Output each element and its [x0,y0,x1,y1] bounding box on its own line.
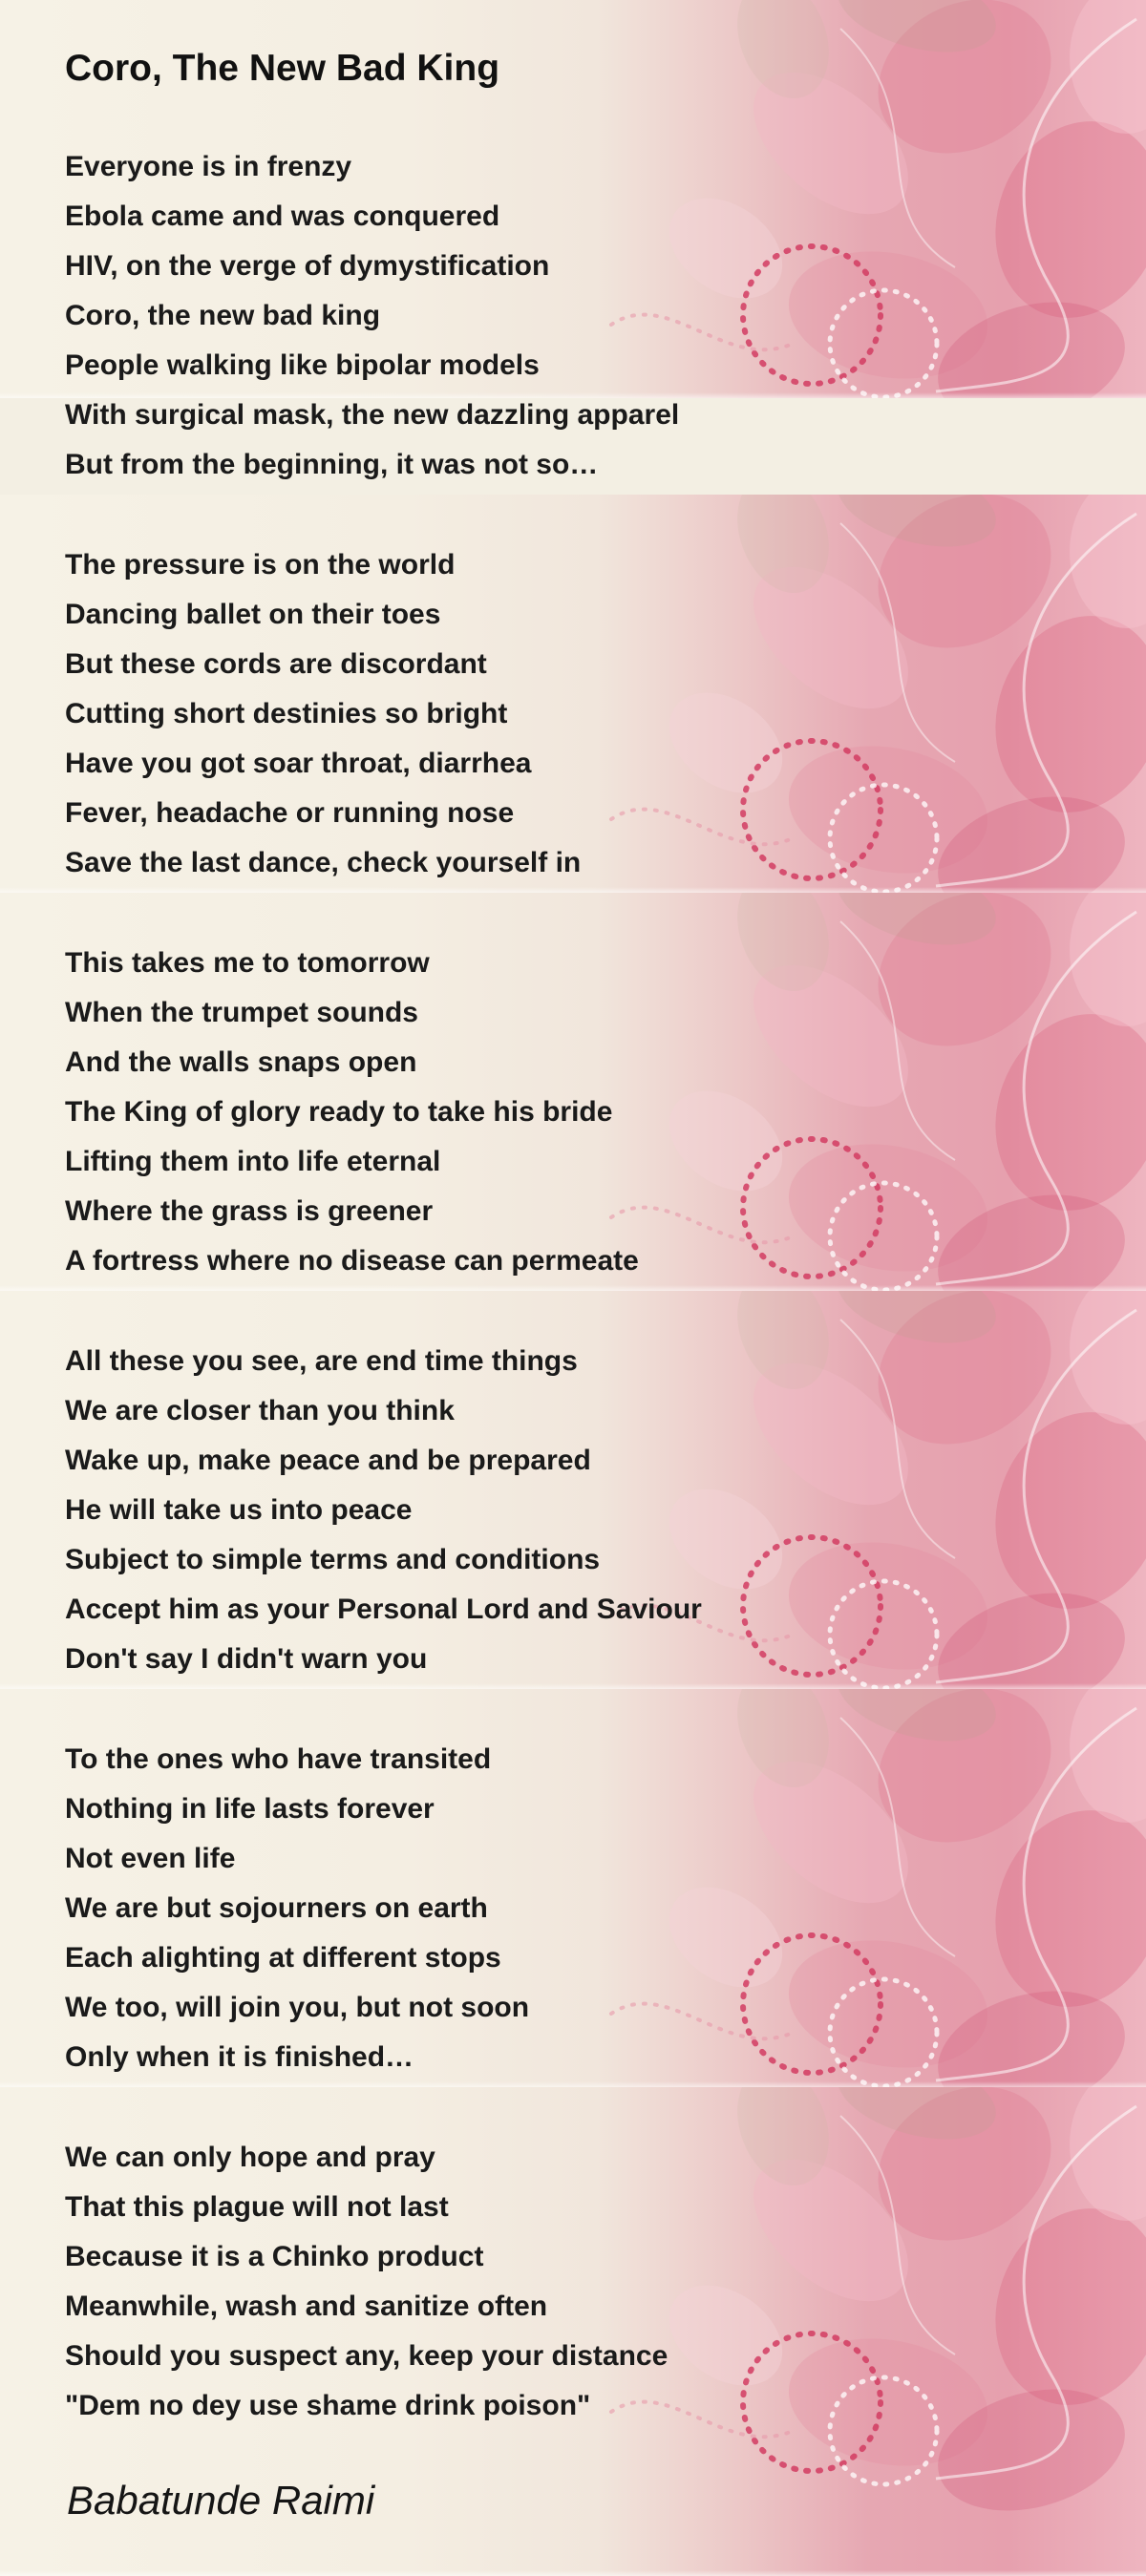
poem-line: All these you see, are end time things [65,1345,578,1377]
poem-line: When the trumpet sounds [65,997,418,1028]
poem-line: With surgical mask, the new dazzling apparel [65,399,680,431]
poem-line: Meanwhile, wash and sanitize often [65,2291,548,2322]
poem-line: Subject to simple terms and conditions [65,1544,601,1575]
poem-line: Have you got soar throat, diarrhea [65,748,532,779]
poem-line: Not even life [65,1843,236,1874]
poem-line: He will take us into peace [65,1494,413,1526]
stanza [65,1337,702,1684]
poem-line: A fortress where no disease can permeate [65,1245,639,1277]
poem-line: The pressure is on the world [65,549,456,581]
poem-line: Save the last dance, check yourself in [65,847,582,878]
poem-line: Only when it is finished… [65,2041,414,2073]
poem-line: Should you suspect any, keep your distance [65,2340,668,2372]
poem-line: "Dem no dey use shame drink poison" [65,2390,591,2421]
poem-line: Coro, the new bad king [65,300,381,331]
poem-author: Babatunde Raimi [67,2478,375,2523]
poem-line: Accept him as your Personal Lord and Saviour [65,1594,702,1625]
poem-line: And the walls snaps open [65,1046,417,1078]
poem-line: Don't say I didn't warn you [65,1643,428,1675]
poem-line: We are closer than you think [65,1395,455,1426]
poem-line: Cutting short destinies so bright [65,698,508,729]
poem-line: Dancing ballet on their toes [65,599,441,630]
poem-line: HIV, on the verge of dymystification [65,250,550,282]
poem-line: This takes me to tomorrow [65,947,430,979]
stanza [65,540,581,888]
poem-line: Each alighting at different stops [65,1942,501,1974]
poem-line: Nothing in life lasts forever [65,1793,435,1825]
poem-line: We can only hope and pray [65,2142,435,2173]
poem-line: Ebola came and was conquered [65,201,500,232]
poem-line: People walking like bipolar models [65,349,540,381]
stanza [65,1735,529,2082]
poem-title: Coro, The New Bad King [65,48,500,89]
poem-line: Everyone is in frenzy [65,151,352,182]
stanza [65,939,639,1286]
stanza [65,2133,668,2431]
poem-line: That this plague will not last [65,2191,449,2223]
poem-line: We too, will join you, but not soon [65,1992,530,2023]
poem-line: But from the beginning, it was not so… [65,449,599,480]
poem-line: Lifting them into life eternal [65,1146,441,1177]
poem-line: We are but sojourners on earth [65,1892,488,1924]
poem-line: The King of glory ready to take his bride [65,1096,613,1128]
stanza [65,142,679,490]
poem-line: To the ones who have transited [65,1743,492,1775]
poem-line: Where the grass is greener [65,1195,434,1227]
poem-line: But these cords are discordant [65,648,487,680]
poem-line: Wake up, make peace and be prepared [65,1445,591,1476]
poem-line: Fever, headache or running nose [65,797,515,829]
poem-line: Because it is a Chinko product [65,2241,484,2272]
